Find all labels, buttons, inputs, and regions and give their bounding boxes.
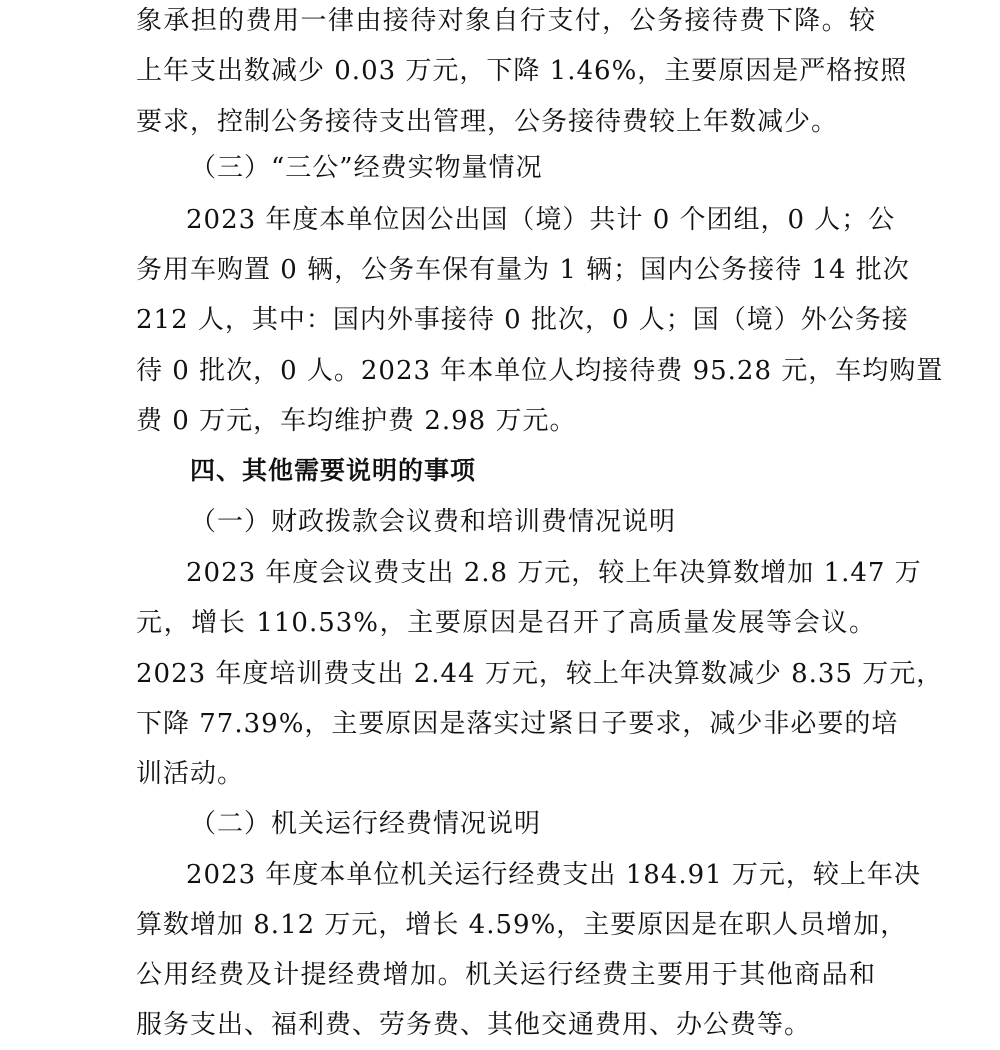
paragraph-line: 费 0 万元，车均维护费 2.98 万元。 [136, 406, 577, 436]
paragraph-line: 上年支出数减少 0.03 万元，下降 1.46%，主要原因是严格按照 [136, 56, 908, 86]
paragraph-line: 象承担的费用一律由接待对象自行支付，公务接待费下降。较 [136, 6, 876, 36]
paragraph-line: 服务支出、福利费、劳务费、其他交通费用、办公费等。 [136, 1010, 812, 1040]
section-heading-3: （三）“三公”经费实物量情况 [190, 153, 543, 183]
paragraph-line: 待 0 批次，0 人。2023 年本单位人均接待费 95.28 元，车均购置 [136, 356, 944, 386]
paragraph-line: 212 人，其中：国内外事接待 0 批次，0 人；国（境）外公务接 [136, 305, 909, 335]
paragraph-line: 2023 年度会议费支出 2.8 万元，较上年决算数增加 1.47 万 [186, 558, 922, 588]
paragraph-line: 要求，控制公务接待支出管理，公务接待费较上年数减少。 [136, 107, 839, 137]
section-heading-1: （一）财政拨款会议费和培训费情况说明 [190, 507, 677, 537]
paragraph-line: 2023 年度本单位机关运行经费支出 184.91 万元，较上年决 [186, 860, 921, 890]
section-heading-2: （二）机关运行经费情况说明 [190, 809, 542, 839]
paragraph-line: 2023 年度本单位因公出国（境）共计 0 个团组，0 人；公 [186, 205, 896, 235]
paragraph-line: 2023 年度培训费支出 2.44 万元，较上年决算数减少 8.35 万元， [136, 659, 944, 689]
paragraph-line: 务用车购置 0 辆，公务车保有量为 1 辆；国内公务接待 14 批次 [136, 255, 910, 285]
paragraph-line: 训活动。 [136, 759, 245, 789]
paragraph-line: 元，增长 110.53%，主要原因是召开了高质量发展等会议。 [136, 608, 876, 638]
paragraph-line: 算数增加 8.12 万元，增长 4.59%，主要原因是在职人员增加， [136, 910, 908, 940]
paragraph-line: 公用经费及计提经费增加。机关运行经费主要用于其他商品和 [136, 960, 876, 990]
main-heading-4: 四、其他需要说明的事项 [190, 456, 477, 485]
paragraph-line: 下降 77.39%，主要原因是落实过紧日子要求，减少非必要的培 [136, 709, 899, 739]
